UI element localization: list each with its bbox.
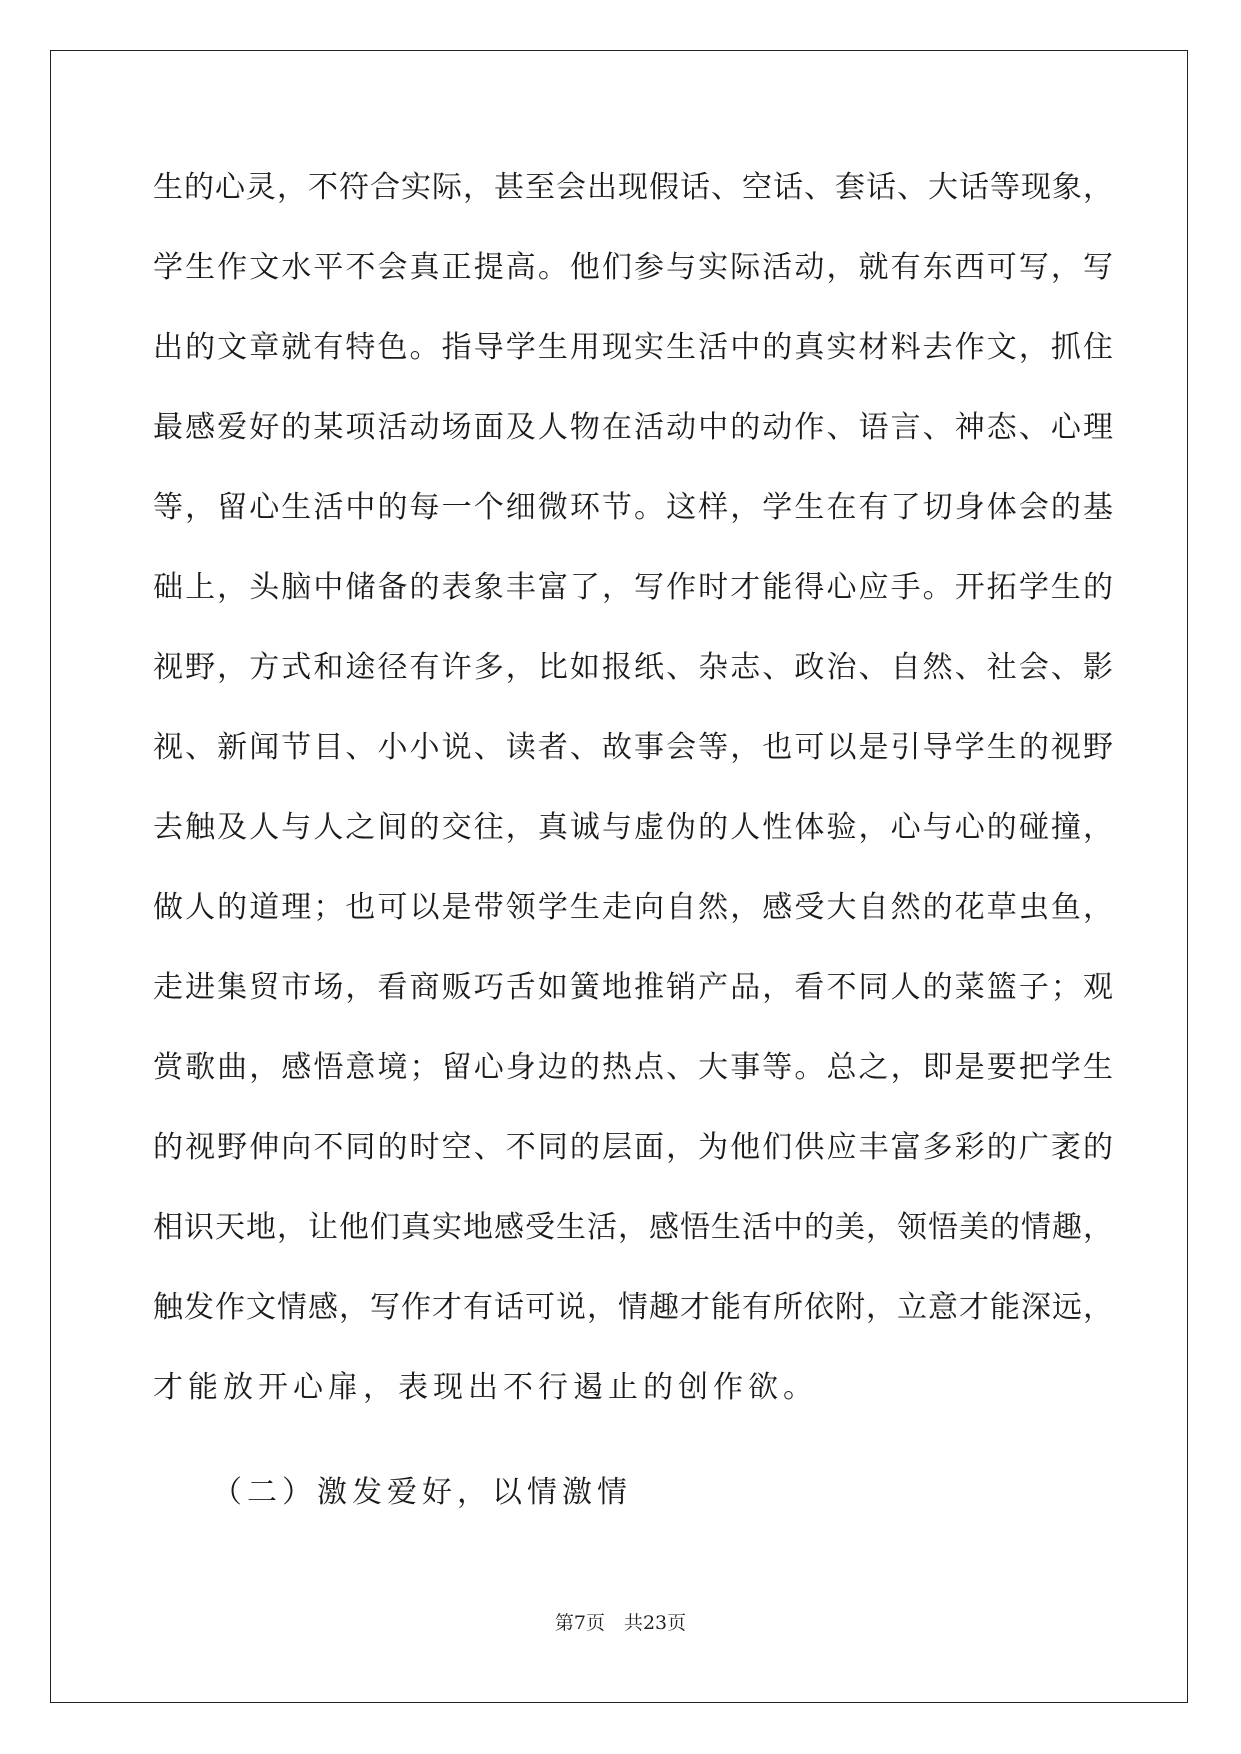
page-footer: 第7页 共23页 <box>554 1612 687 1634</box>
paragraph-line: 学生作文水平不会真正提高。他们参与实际活动，就有东西可写，写 <box>153 250 1113 285</box>
paragraph-line: 出的文章就有特色。指导学生用现实生活中的真实材料去作文，抓住 <box>153 330 1113 365</box>
section-heading: （二）激发爱好，以情激情 <box>212 1475 632 1510</box>
paragraph-line: 的视野伸向不同的时空、不同的层面，为他们供应丰富多彩的广袤的 <box>153 1130 1113 1165</box>
paragraph-line: 才能放开心扉，表现出不行遏止的创作欲。 <box>153 1370 818 1405</box>
paragraph-line: 相识天地，让他们真实地感受生活，感悟生活中的美，领悟美的情趣， <box>153 1210 1113 1245</box>
paragraph-line: 触发作文情感，写作才有话可说，情趣才能有所依附，立意才能深远， <box>153 1290 1113 1325</box>
paragraph-line: 视、新闻节目、小小说、读者、故事会等，也可以是引导学生的视野 <box>153 730 1113 765</box>
paragraph-line: 础上，头脑中储备的表象丰富了，写作时才能得心应手。开拓学生的 <box>153 570 1113 605</box>
page-border <box>50 50 1188 1703</box>
paragraph-line: 走进集贸市场，看商贩巧舌如簧地推销产品，看不同人的菜篮子；观 <box>153 970 1113 1005</box>
paragraph-line: 生的心灵，不符合实际，甚至会出现假话、空话、套话、大话等现象， <box>153 170 1113 205</box>
paragraph-line: 赏歌曲，感悟意境；留心身边的热点、大事等。总之，即是要把学生 <box>153 1050 1113 1085</box>
paragraph-line: 等，留心生活中的每一个细微环节。这样，学生在有了切身体会的基 <box>153 490 1113 525</box>
paragraph-line: 去触及人与人之间的交往，真诚与虚伪的人性体验，心与心的碰撞， <box>153 810 1113 845</box>
paragraph-line: 视野，方式和途径有许多，比如报纸、杂志、政治、自然、社会、影 <box>153 650 1113 685</box>
paragraph-line: 做人的道理；也可以是带领学生走向自然，感受大自然的花草虫鱼， <box>153 890 1113 925</box>
paragraph-line: 最感爱好的某项活动场面及人物在活动中的动作、语言、神态、心理 <box>153 410 1113 445</box>
